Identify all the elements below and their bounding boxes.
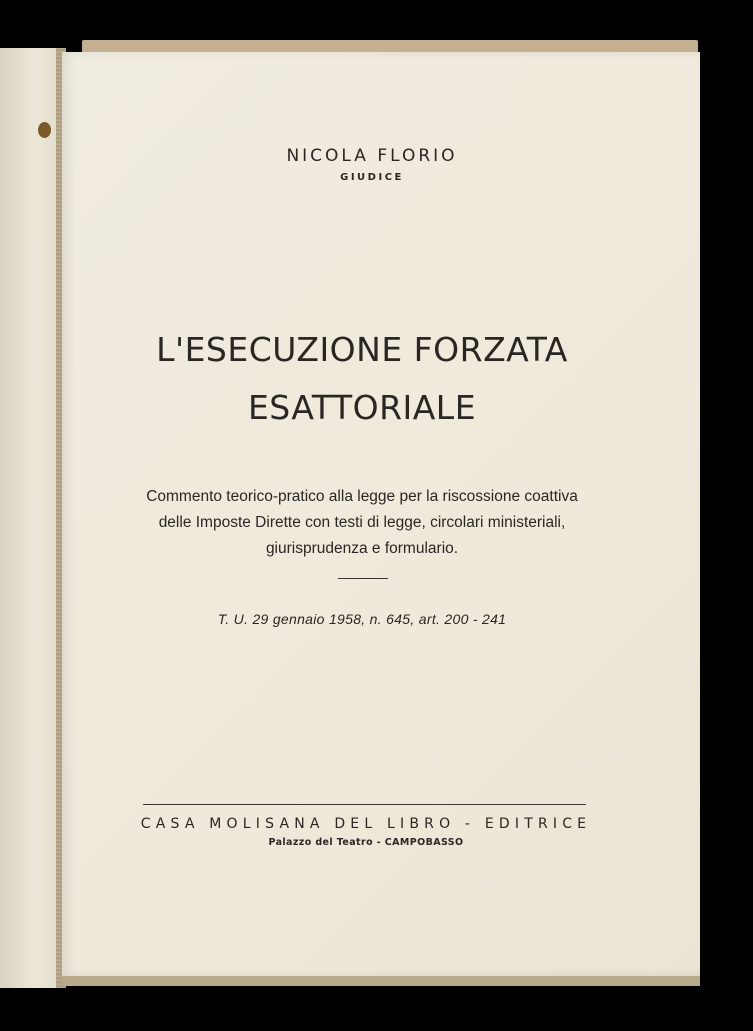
binding-hole [38, 122, 51, 138]
subtitle-line-1: Commento teorico-pratico alla legge per la riscossione coattiva [146, 488, 578, 505]
title-line-1: L'ESECUZIONE FORZATA [156, 330, 568, 369]
short-divider [338, 578, 388, 579]
publisher-rule [143, 804, 586, 805]
facing-page-edge [0, 48, 62, 988]
publisher-address: Palazzo del Teatro - CAMPOBASSO [268, 837, 464, 848]
publisher-name: CASA MOLISANA DEL LIBRO - EDITRICE [140, 816, 592, 832]
subtitle-line-2: delle Imposte Dirette con testi di legge, circolari ministeriali, [158, 514, 566, 531]
page-bottom-edge [62, 976, 700, 986]
author-role: GIUDICE [340, 172, 404, 183]
subtitle-line-3: giurisprudenza e formulario. [265, 540, 459, 557]
subtitle [122, 484, 602, 562]
author-name: NICOLA FLORIO [286, 146, 458, 166]
title-line-2: ESATTORIALE [247, 388, 477, 427]
law-reference: T. U. 29 gennaio 1958, n. 645, art. 200 - 241 [217, 611, 507, 627]
